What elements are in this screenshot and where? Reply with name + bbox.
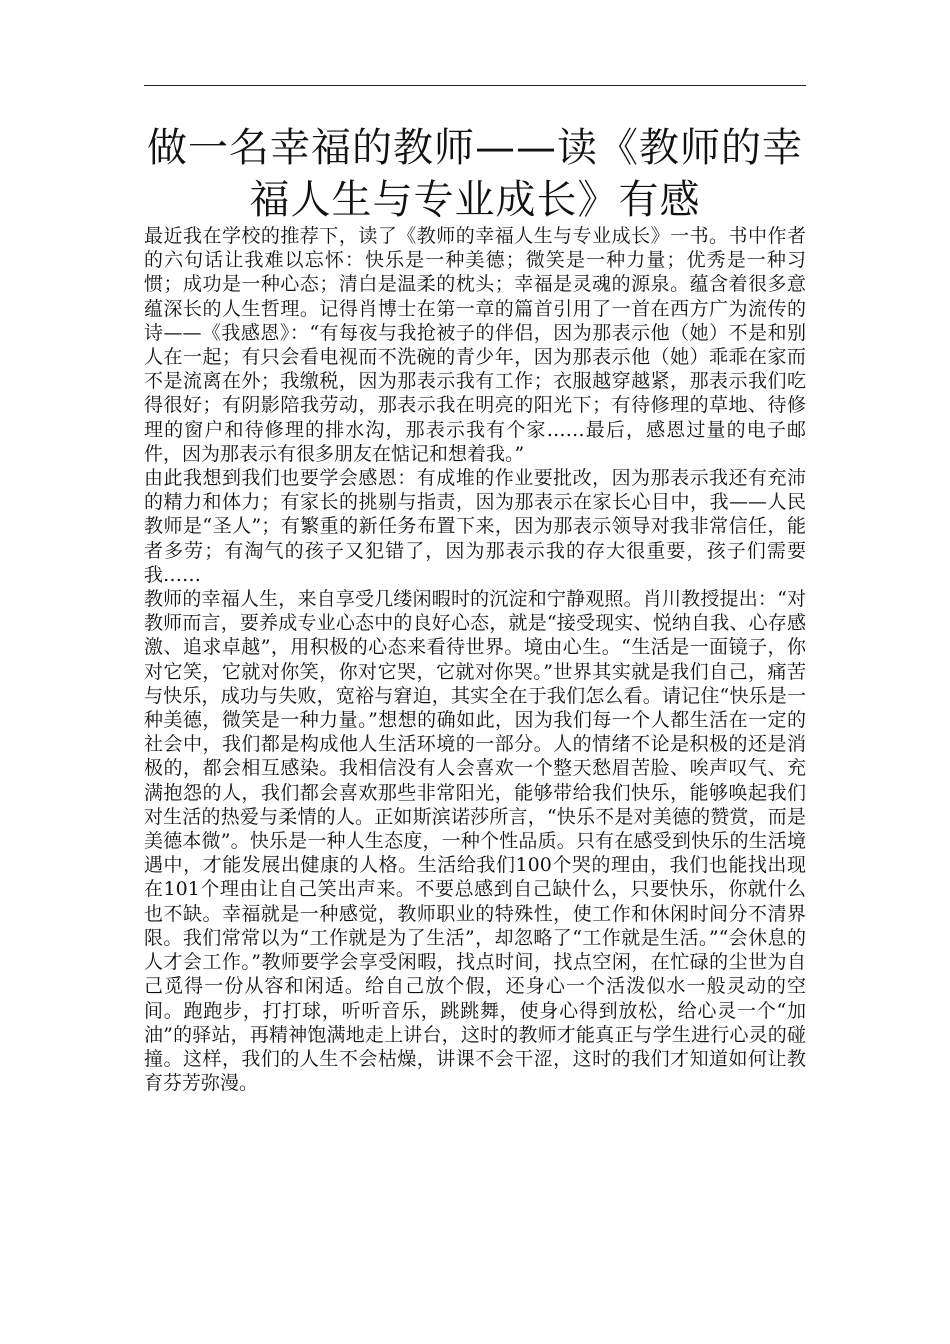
paragraph-2: 由此我想到我们也要学会感恩：有成堆的作业要批改，因为那表示我还有充沛的精力和体力；有家长的挑剔与指责，因为那表示在家长心目中，我——人民教师是“圣人”；有繁重的新任务布置下来，因为那表示领导对我非常信任，能者多劳；有淘气的孩子又犯错了，因为那表示我的存大很重要，孩子们需要我…… xyxy=(144,467,806,586)
header-rule xyxy=(144,85,806,86)
paragraph-1: 最近我在学校的推荐下，读了《教师的幸福人生与专业成长》一书。书中作者的六句话让我难以忘怀：快乐是一种美德；微笑是一种力量；优秀是一种习惯；成功是一种心态；清白是温柔的枕头；幸福是灵魂的源泉。蕴含着很多意蕴深长的人生哲理。记得肖博士在第一章的篇首引用了一首在西方广为流传的诗——《我感恩》：“有每夜与我抢被子的伴侣，因为那表示他（她）不是和别人在一起；有只会看电视而不洗碗的青少年，因为那表示他（她）乖乖在家而不是流离在外；我缴税，因为那表示我有工作；衣服越穿越紧，那表示我们吃得很好；有阴影陪我劳动，那表示我在明亮的阳光下；有待修理的草地、待修理的窗户和待修理的排水沟，那表示我有个家……最后，感恩过量的电子邮件，因为那表示有很多朋友在惦记和想着我。” xyxy=(144,225,806,465)
document-title: 做一名幸福的教师——读《教师的幸福人生与专业成长》有感 xyxy=(147,125,803,223)
document-body xyxy=(144,224,806,1095)
paragraph-3: 教师的幸福人生，来自享受几缕闲暇时的沉淀和宁静观照。肖川教授提出：“对教师而言，要养成专业心态中的良好心态，就是“接受现实、悦纳自我、心存感激、追求卓越”，用积极的心态来看待世界。境由心生。“生活是一面镜子，你对它笑，它就对你笑，你对它哭，它就对你哭。”世界其实就是我们自己，痛苦与快乐，成功与失败，宽裕与窘迫，其实全在于我们怎么看。请记住“快乐是一种美德，微笑是一种力量。”想想的确如此，因为我们每一个人都生活在一定的社会中，我们都是构成他人生活环境的一部分。人的情绪不论是积极的还是消极的，都会相互感染。我相信没有人会喜欢一个整天愁眉苦脸、唉声叹气、充满抱怨的人，我们都会喜欢那些非常阳光，能够带给我们快乐，能够唤起我们对生活的热爱与柔情的人。正如斯滨诺莎所言，“快乐不是对美德的赞赏，而是美德本微”。快乐是一种人生态度，一种个性品质。只有在感受到快乐的生活境遇中，才能发展出健康的人格。生活给我们100个哭的理由，我们也能找出现在101个理由让自己笑出声来。不要总感到自己缺什么，只要快乐，你就什么也不缺。幸福就是一种感觉，教师职业的特殊性，使工作和休闲时间分不清界限。我们常常以为“工作就是为了生活”，却忽略了“工作就是生活。”“会休息的人才会工作。”教师要学会享受闲暇，找点时间，找点空闲，在忙碌的尘世为自己觅得一份从容和闲适。给自己放个假，还身心一个活泼似水一般灵动的空间。跑跑步，打打球，听听音乐，跳跳舞，使身心得到放松，给心灵一个“加油”的驿站，再精神饱满地走上讲台，这时的教师才能真正与学生进行心灵的碰撞。这样，我们的人生不会枯燥，讲课不会干涩，这时的我们才知道如何让教育芬芳弥漫。 xyxy=(144,588,806,1095)
